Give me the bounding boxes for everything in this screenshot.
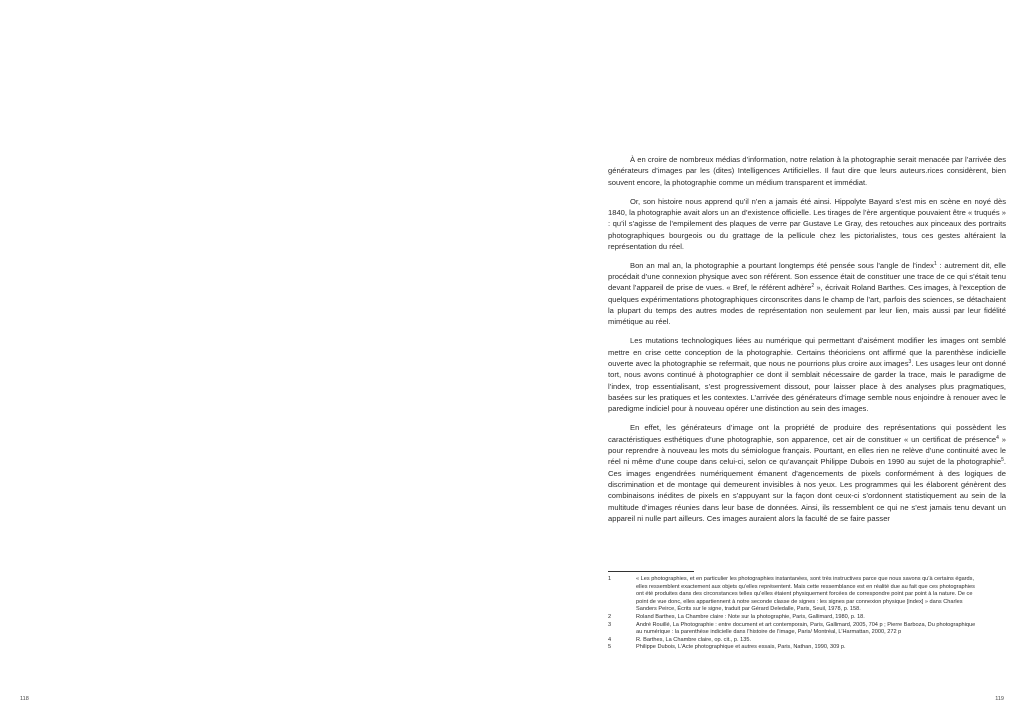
footnote-ref-1: 1: [933, 260, 937, 267]
paragraph-5: En effet, les générateurs d’image ont la propriété de produire des représentations qui possèdent les caractéristiques esthétiques d’une photographie, son apparence, cet air de constituer « un certificat de présence$^4$ » pour reprendre à nouveau les mots du sémiologue français. Pourtant, en elles rien ne relève d’une continuité avec le réel ni même d’une coupe dans celui-ci, selon ce qu’avançait Philippe Dubois en 1990 au sujet de la photographie$^5$. Ces images engendrées numériquement émanent d’agencements de pixels conformément à des logiques de discrimination et de montage qui demeurent invisibles à nos yeux. Les programmes qui les élaborent génèrent des combinaisons inédites de pixels en s’appuyant sur la façon dont ceux-ci s’ordonnent statistiquement au sein de la multitude d’images réunies dans leur base de données. Ainsi, ils ressemblent ce qui ne s’est jamais tenu devant un appareil ni nulle part ailleurs. Ces images auraient alors la faculté de se faire passer: [608, 423, 1006, 523]
footnote-2: [608, 614, 978, 622]
footnote-4: [608, 637, 978, 645]
page-number-right: 119: [995, 696, 1004, 702]
footnote-number: 5: [608, 644, 612, 651]
footnote-ref-3: 3: [908, 359, 912, 365]
right-page: [512, 0, 1024, 724]
footnote-ref-4: 4: [996, 434, 999, 441]
footnote-number: 2: [608, 613, 612, 620]
footnote-text: « Les photographies, et en particulier les photographies instantanées, sont très instructives parce que nous savons qu’à certains égards, elles ressemblent exactement aux objets qu’elles représentent. Mais cette ressemblance est en réalité due au fait que ces photographies ont été produites dans des circonstances telles qu’elles étaient physiquement forcées de correspondre point par point à la nature. De ce point de vue donc, elles appartiennent à notre seconde classe de signes : les signes par connexion physique [index] » dans Charles Sanders Peirce, Écrits sur le signe, traduit par Gérard Deledalle, Paris, Seuil, 1978, p. 158.: [636, 576, 975, 613]
body-text: [608, 154, 1006, 532]
footnotes: [608, 576, 978, 652]
footnote-divider: [608, 571, 694, 572]
paragraph-4: Les mutations technologiques liées au numérique qui permettant d’aisément modifier les images ont semblé mettre en crise cette conception de la photographie. Certains théoriciens ont affirmé que la parenthèse indicielle ouverte avec la photographie se refermait, que nous ne pourrions plus croire aux images$^3$. Les usages leur ont donné tort, nous avons continué à photographier ce dont il semblait nécessaire de garder la trace, mais le paradigme de l’index, trop essentialisant, s’est progressivement dissout, pour laisser place à des analyses plus pragmatiques, basées sur les pratiques et les contextes. L’arrivée des générateurs d’image semble nous enjoindre à renouer avec le paredigme indiciel pour à nouveau opérer une distinction au sein des images.: [608, 336, 1007, 414]
footnote-number: 4: [608, 636, 612, 643]
footnote-5: [608, 644, 978, 652]
paragraph-2: Or, son histoire nous apprend qu’il n’en a jamais été ainsi. Hippolyte Bayard s’est mis en scène en noyé dès 1840, la photographie avait alors un an d’existence officielle. Les tirages de l’ère argentique pouvaient être « truqués » : qu’il s’agisse de l’empilement des plaques de verre par Gustave Le Gray, des retouches aux pinceaux des portraits photographiques bourgeois ou du grattage de la pellicule chez les pictorialistes, tous ces gestes altéraient la représentation du réel.: [608, 196, 1006, 251]
footnote-text: André Rouillé, La Photographie : entre document et art contemporain, Paris, Gallimard, 2005, 704 p ; Pierre Barboza, Du photographique au numérique : la parenthèse indicielle dans l’histoire de l’image, Paris/ Montréal, L’Harmattan, 2000, 272 p: [636, 621, 976, 636]
footnote-number: 3: [608, 621, 612, 628]
footnote-3: [608, 622, 978, 637]
footnote-text: Philippe Dubois, L’Acte photographique et autres essais, Paris, Nathan, 1990, 309 p.: [636, 644, 846, 651]
footnote-ref-5: 5: [1001, 457, 1004, 464]
footnote-number: 1: [608, 576, 612, 582]
footnote-text: R. Barthes, La Chambre claire, op. cit., p. 135.: [636, 636, 752, 643]
footnote-ref-2: 2: [811, 283, 815, 290]
footnote-text: Roland Barthes, La Chambre claire : Note sur la photographie, Paris, Gallimard, 1980, p. 18.: [636, 613, 865, 620]
paragraph-3: Bon an mal an, la photographie a pourtant longtemps été pensée sous l’angle de l’index$^1$ : autrement dit, elle procédait d’une connexion physique avec son référent. Son essence était de constituer une trace de ce qui s’était tenu devant l’appareil de prise de vues. « Bref, le référent adhère$^2$ », écrivait Roland Barthes. Ces images, à l’exception de quelques expérimentations photographiques circonscrites dans le champ de l’art, parfois des sciences, se détachaient la plupart du temps des autres modes de représentation non seulement par leur lien, mais aussi par leur fidélité mimétique au réel.: [608, 260, 1007, 327]
footnote-1: [608, 576, 978, 614]
page-number-left: 118: [20, 696, 29, 702]
paragraph-1: À en croire de nombreux médias d’information, notre relation à la photographie serait menacée par l’arrivée des générateurs d’images par les (dites) Intelligences Artificielles. Il faut dire que leurs auteurs.rices considèrent, bien souvent encore, la photographie comme un médium transparent et immédiat.: [608, 155, 1006, 187]
